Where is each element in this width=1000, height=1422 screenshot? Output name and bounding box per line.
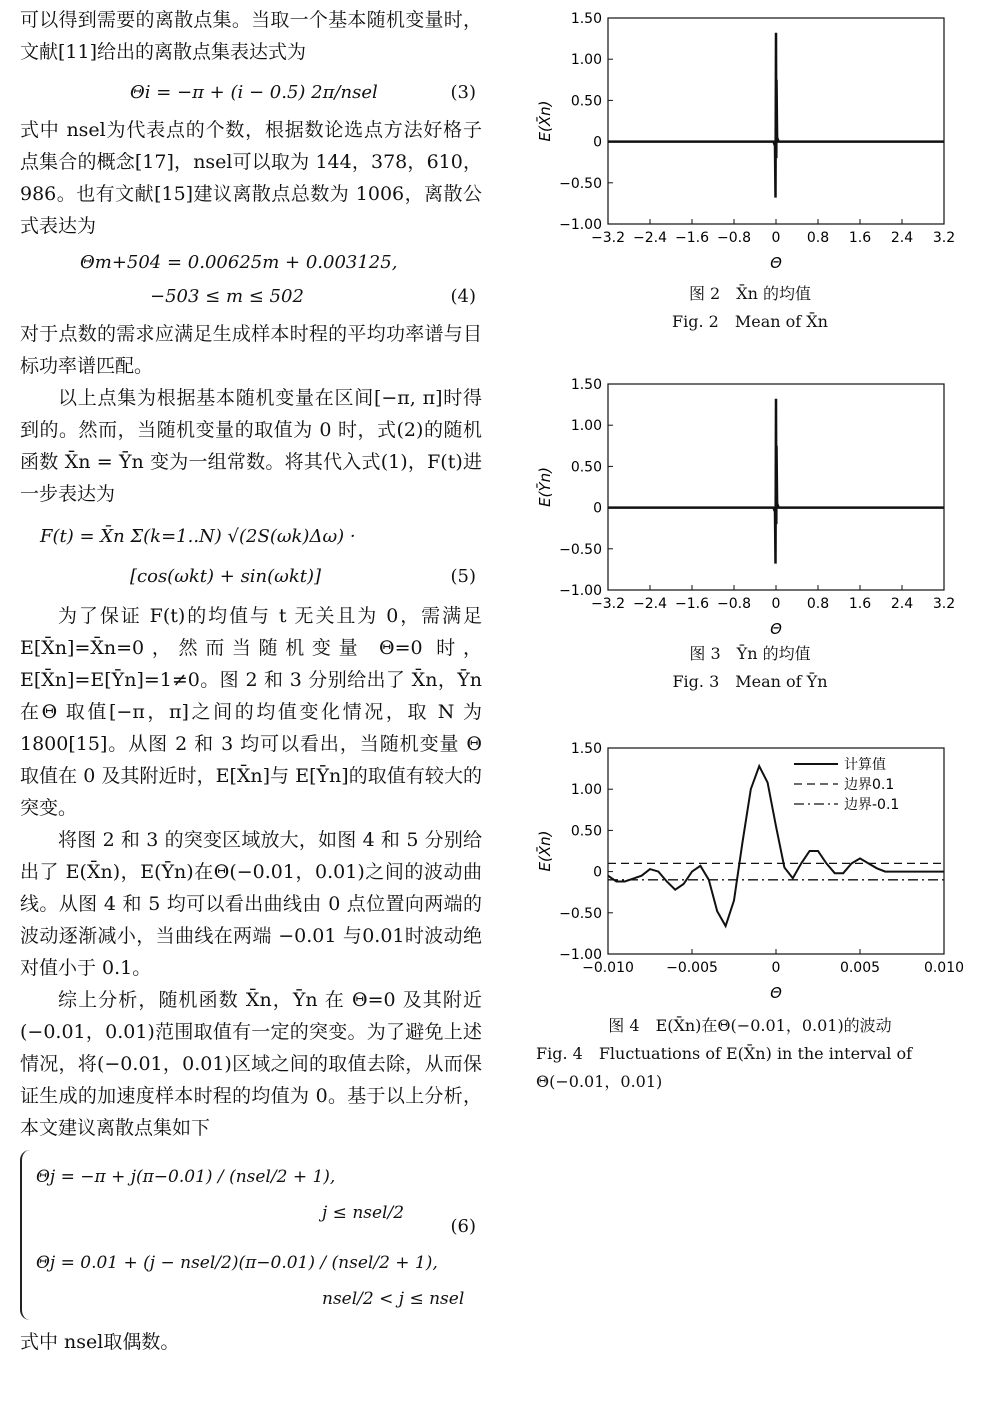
x-tick-label: −2.4 — [633, 230, 667, 246]
equation-6-case2 — [36, 1246, 438, 1280]
figure-2-chart — [520, 0, 980, 280]
y-tick-label: 0 — [593, 500, 602, 517]
series-line-0 — [608, 399, 944, 564]
x-tick-label: 1.6 — [848, 596, 872, 612]
legend-label-0: 计算值 — [844, 757, 886, 773]
y-tick-label: 0.50 — [570, 93, 602, 110]
figure-3 — [520, 366, 980, 706]
equation-6-body-1: Θj = −π + j(π−0.01) / (nsel/2 + 1), — [36, 1167, 336, 1187]
y-tick-label: −1.00 — [559, 217, 602, 233]
x-tick-label: −1.6 — [675, 596, 709, 612]
equation-5-body-2: [cos(ωkt) + sin(ωkt)] — [130, 566, 322, 587]
x-tick-label: −0.010 — [582, 960, 634, 976]
y-tick-label: 1.50 — [570, 741, 602, 757]
figure-4-caption-en: Fig. 4 Fluctuations of E(X̄n) in the interval of Θ(−0.01，0.01) — [536, 1044, 913, 1091]
y-tick-label: 1.50 — [570, 377, 602, 393]
y-tick-label: −0.50 — [559, 175, 602, 192]
x-tick-label: 0.8 — [806, 596, 830, 612]
series-line-0 — [608, 33, 944, 198]
x-tick-label: 0 — [771, 960, 781, 976]
equation-4-body-1: Θm+504 = 0.00625m + 0.003125, — [80, 252, 398, 273]
paragraph-2: 式中 nsel为代表点的个数，根据数论选点方法好格子点集合的概念[17]，nsel可以取为 144，378，610，986。也有文献[15]建议离散点总数为 1006，离散公式表达为 — [20, 119, 482, 237]
y-tick-label: 0 — [593, 134, 602, 151]
x-tick-label: −0.005 — [666, 960, 718, 976]
y-tick-label: 1.00 — [570, 782, 602, 799]
x-tick-label: −1.6 — [675, 230, 709, 246]
equation-6-condition-2: nsel/2 < j ≤ nsel — [322, 1289, 465, 1309]
equation-6-number: (6) — [450, 1216, 476, 1237]
figure-2-caption-en: Fig. 2 Mean of X̄n — [672, 312, 828, 331]
x-tick-label: 2.4 — [890, 596, 914, 612]
paragraph-3: 对于点数的需求应满足生成样本时程的平均功率谱与目标功率谱匹配。 — [20, 323, 482, 377]
equation-5-line2 — [130, 560, 482, 594]
equation-5-number: (5) — [450, 566, 476, 587]
figure-4-caption-cn: 图 4 E(X̄n)在Θ(−0.01，0.01)的波动 — [608, 1016, 892, 1035]
equation-3-body: Θi = −π + (i − 0.5) 2π/nsel — [130, 82, 378, 103]
y-tick-label: −0.50 — [559, 905, 602, 922]
x-tick-label: 1.6 — [848, 230, 872, 246]
equation-4-number: (4) — [450, 286, 476, 307]
x-tick-label: 0 — [771, 230, 781, 246]
y-tick-label: −1.00 — [559, 947, 602, 963]
y-tick-label: 1.00 — [570, 52, 602, 69]
x-tick-label: −0.8 — [717, 230, 751, 246]
x-tick-label: −0.8 — [717, 596, 751, 612]
y-tick-label: −0.50 — [559, 541, 602, 558]
figure-3-caption-cn: 图 3 Ȳn 的均值 — [689, 644, 811, 663]
legend-label-1: 边界0.1 — [844, 777, 895, 793]
equation-6-cond1 — [322, 1196, 404, 1230]
equation-6-cond2 — [322, 1282, 464, 1316]
equation-3-number: (3) — [450, 82, 476, 103]
y-tick-label: 0.50 — [570, 823, 602, 840]
left-column — [20, 0, 482, 1358]
figure-4-chart — [520, 730, 980, 1010]
y-tick-label: 0.50 — [570, 459, 602, 476]
paragraph-1: 可以得到需要的离散点集。当取一个基本随机变量时，文献[11]给出的离散点集表达式为 — [20, 9, 482, 63]
x-axis-label: Θ — [770, 620, 782, 638]
x-tick-label: 3.2 — [932, 596, 956, 612]
equation-6-body-2: Θj = 0.01 + (j − nsel/2)(π−0.01) / (nsel/2 + 1), — [36, 1253, 438, 1273]
y-tick-label: −1.00 — [559, 583, 602, 599]
paragraph-7: 综上分析，随机函数 X̄n，Ȳn 在 Θ=0 及其附近(−0.01，0.01)范围取值有一定的突变。为了避免上述情况，将(−0.01，0.01)区域之间的取值去除，从而保证生成的加速度样本时程的均值为 0。基于以上分析，本文建议离散点集如下 — [20, 989, 482, 1139]
y-tick-label: 0 — [593, 864, 602, 881]
x-axis-label: Θ — [770, 254, 782, 272]
y-axis-label: E(X̄n) — [536, 830, 554, 872]
x-tick-label: −3.2 — [591, 230, 625, 246]
y-tick-label: 1.00 — [570, 418, 602, 435]
paragraph-8: 式中 nsel取偶数。 — [20, 1331, 180, 1353]
paragraph-4: 以上点集为根据基本随机变量在区间[−π, π]时得到的。然而，当随机变量的取值为 0 时，式(2)的随机函数 X̄n = Ȳn 变为一组常数。将其代入式(1)，F(t)进一步表达为 — [20, 387, 482, 505]
legend-label-2: 边界-0.1 — [844, 797, 900, 813]
x-tick-label: 0.005 — [839, 960, 881, 976]
figure-3-chart — [520, 366, 980, 646]
equation-5-body-1: F(t) = X̄n Σ(k=1..N) √(2S(ωk)Δω) · — [40, 526, 356, 547]
x-axis-label: Θ — [770, 984, 782, 1002]
x-tick-label: 3.2 — [932, 230, 956, 246]
equation-5-line1 — [40, 520, 482, 554]
paragraph-5: 为了保证 F(t)的均值与 t 无关且为 0，需满足E[X̄n]=X̄n=0，然而当随机变量 Θ=0 时，E[X̄n]=E[Ȳn]=1≠0。图 2 和 3 分别给出了 X̄n，Ȳn 在Θ 取值[−π，π]之间的均值变化情况，取 N 为 1800[15]。从图 2 和 3 均可以看出，当随机变量 Θ 取值在 0 及其附近时，E[X̄n]与 E[Ȳn]的取值有较大的突变。 — [20, 605, 482, 819]
x-tick-label: 0 — [771, 596, 781, 612]
x-tick-label: −2.4 — [633, 596, 667, 612]
equation-6 — [20, 1150, 482, 1320]
figure-2-caption-cn: 图 2 X̄n 的均值 — [688, 284, 812, 303]
figure-3-caption-en: Fig. 3 Mean of Ȳn — [672, 672, 828, 691]
x-tick-label: 2.4 — [890, 230, 914, 246]
paragraph-6: 将图 2 和 3 的突变区域放大，如图 4 和 5 分别给出了 E(X̄n)，E(Ȳn)在Θ(−0.01，0.01)之间的波动曲线。从图 4 和 5 均可以看出曲线由 0 点位置向两端的波动逐渐减小，当曲线在两端 −0.01 与0.01时波动绝对值小于 0.1。 — [20, 829, 482, 979]
x-tick-label: 0.8 — [806, 230, 830, 246]
equation-3 — [130, 76, 482, 110]
equation-6-case1 — [36, 1160, 335, 1194]
equation-6-condition-1: j ≤ nsel/2 — [322, 1203, 405, 1223]
equation-4-body-2: −503 ≤ m ≤ 502 — [150, 286, 304, 307]
x-tick-label: 0.010 — [923, 960, 965, 976]
equation-4-line2 — [150, 280, 482, 314]
y-tick-label: 1.50 — [570, 11, 602, 27]
x-tick-label: −3.2 — [591, 596, 625, 612]
equation-4-line1 — [80, 246, 482, 280]
figure-2 — [520, 0, 980, 340]
figure-4 — [520, 730, 980, 1100]
y-axis-label: E(X̄n) — [536, 100, 554, 142]
y-axis-label: E(Ȳn) — [536, 467, 554, 507]
